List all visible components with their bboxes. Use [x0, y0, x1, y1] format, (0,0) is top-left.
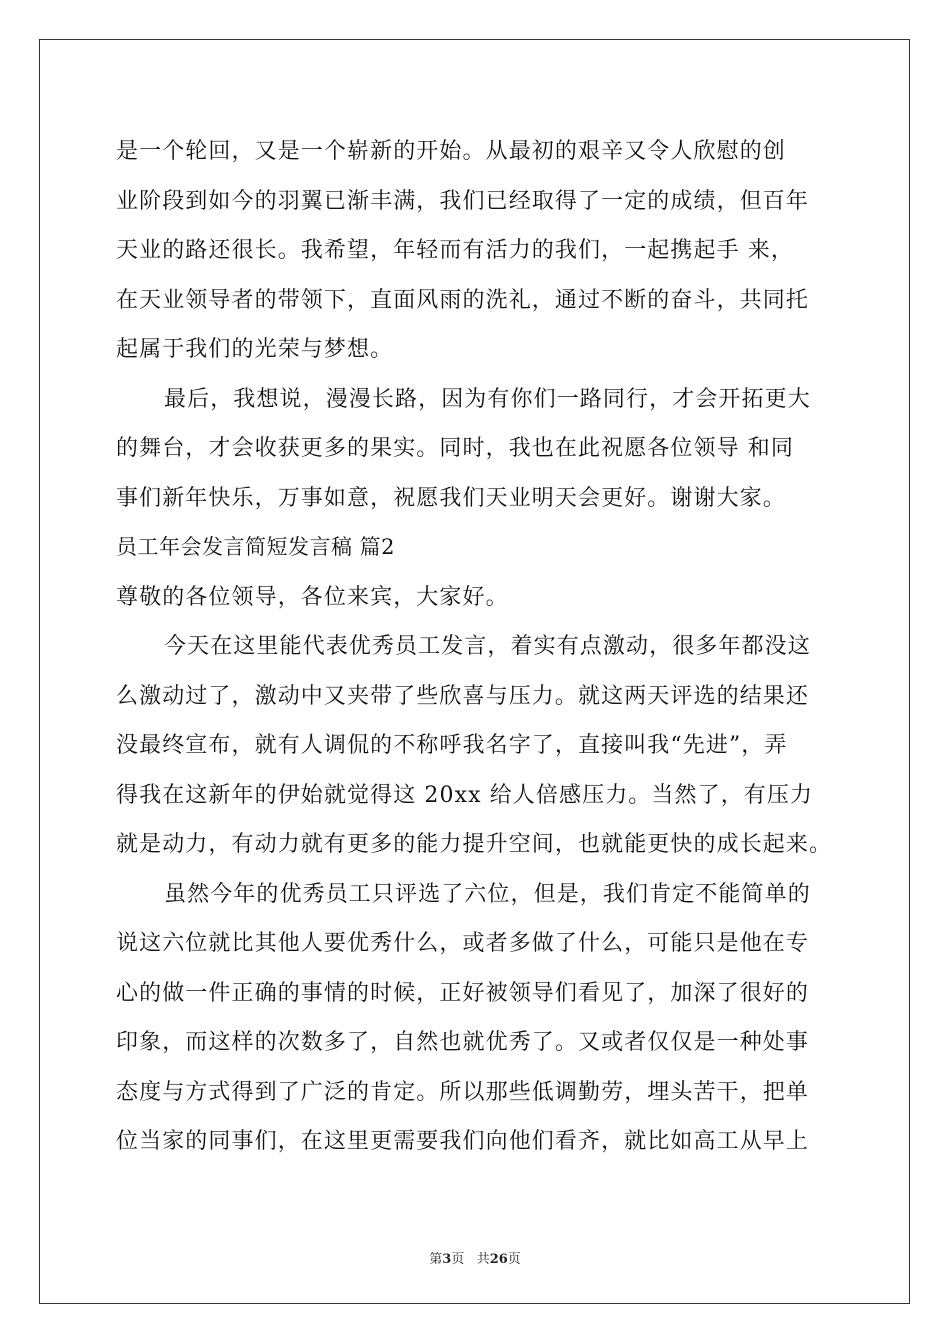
- footer-page-unit: 页: [451, 1252, 465, 1267]
- footer-total-pages: 26: [489, 1252, 508, 1267]
- footer-current-page: 3: [442, 1252, 452, 1267]
- text-line: 说这六位就比其他人要优秀什么，或者多做了什么，可能只是他在专: [116, 931, 810, 956]
- text-line: 事们新年快乐，万事如意，祝愿我们天业明天会更好。谢谢大家。: [116, 485, 786, 511]
- text-line: 就是动力，有动力就有更多的能力提升空间，也就能更快的成长起来。: [116, 832, 833, 857]
- text-line: 么激动过了，激动中又夹带了些欣喜与压力。就这两天评选的结果还: [116, 683, 810, 709]
- text-line: 态度与方式得到了广泛的肯定。所以那些低调勤劳，埋头苦干，把单: [116, 1079, 810, 1105]
- text-line: 尊敬的各位领导，各位来宾，大家好。: [116, 584, 509, 610]
- text-line: 最后，我想说，漫漫长路，因为有你们一路同行，才会开拓更大: [164, 386, 811, 412]
- section-heading: 员工年会发言简短发言稿 篇2: [116, 535, 396, 559]
- footer-total-unit: 页: [507, 1252, 521, 1267]
- text-line: 起属于我们的光荣与梦想。: [116, 337, 394, 362]
- document-body: [116, 127, 840, 1167]
- footer-total-prefix: 共: [476, 1252, 490, 1267]
- text-line: 天业的路还很长。我希望，年轻而有活力的我们，一起携起手 来，: [116, 238, 794, 263]
- text-line: 得我在这新年的伊始就觉得这 20xx 给人倍感压力。当然了，有压力: [116, 782, 814, 808]
- text-line: 心的做一件正确的事情的时候，正好被领导们看见了，加深了很好的: [116, 980, 810, 1006]
- text-line: 业阶段到如今的羽翼已渐丰满，我们已经取得了一定的成绩，但百年: [116, 188, 810, 214]
- footer-page-prefix: 第: [429, 1252, 443, 1267]
- text-line: 没最终宣布，就有人调侃的不称呼我名字了，直接叫我“先进”，弄: [116, 733, 788, 758]
- text-line: 印象，而这样的次数多了，自然也就优秀了。又或者仅仅是一种处事: [116, 1030, 810, 1055]
- text-line: 虽然今年的优秀员工只评选了六位，但是，我们肯定不能简单的: [164, 881, 811, 907]
- text-line: 是一个轮回，又是一个崭新的开始。从最初的艰辛又令人欣慰的创: [116, 139, 786, 164]
- text-line: 位当家的同事们，在这里更需要我们向他们看齐，就比如高工从早上: [116, 1129, 810, 1154]
- text-line: 在天业领导者的带领下，直面风雨的洗礼，通过不断的奋斗，共同托: [116, 287, 810, 313]
- text-line: 的舞台，才会收获更多的果实。同时，我也在此祝愿各位领导 和同: [116, 436, 794, 461]
- text-line: 今天在这里能代表优秀员工发言，着实有点激动，很多年都没这: [164, 634, 811, 659]
- page-footer: [0, 1248, 950, 1267]
